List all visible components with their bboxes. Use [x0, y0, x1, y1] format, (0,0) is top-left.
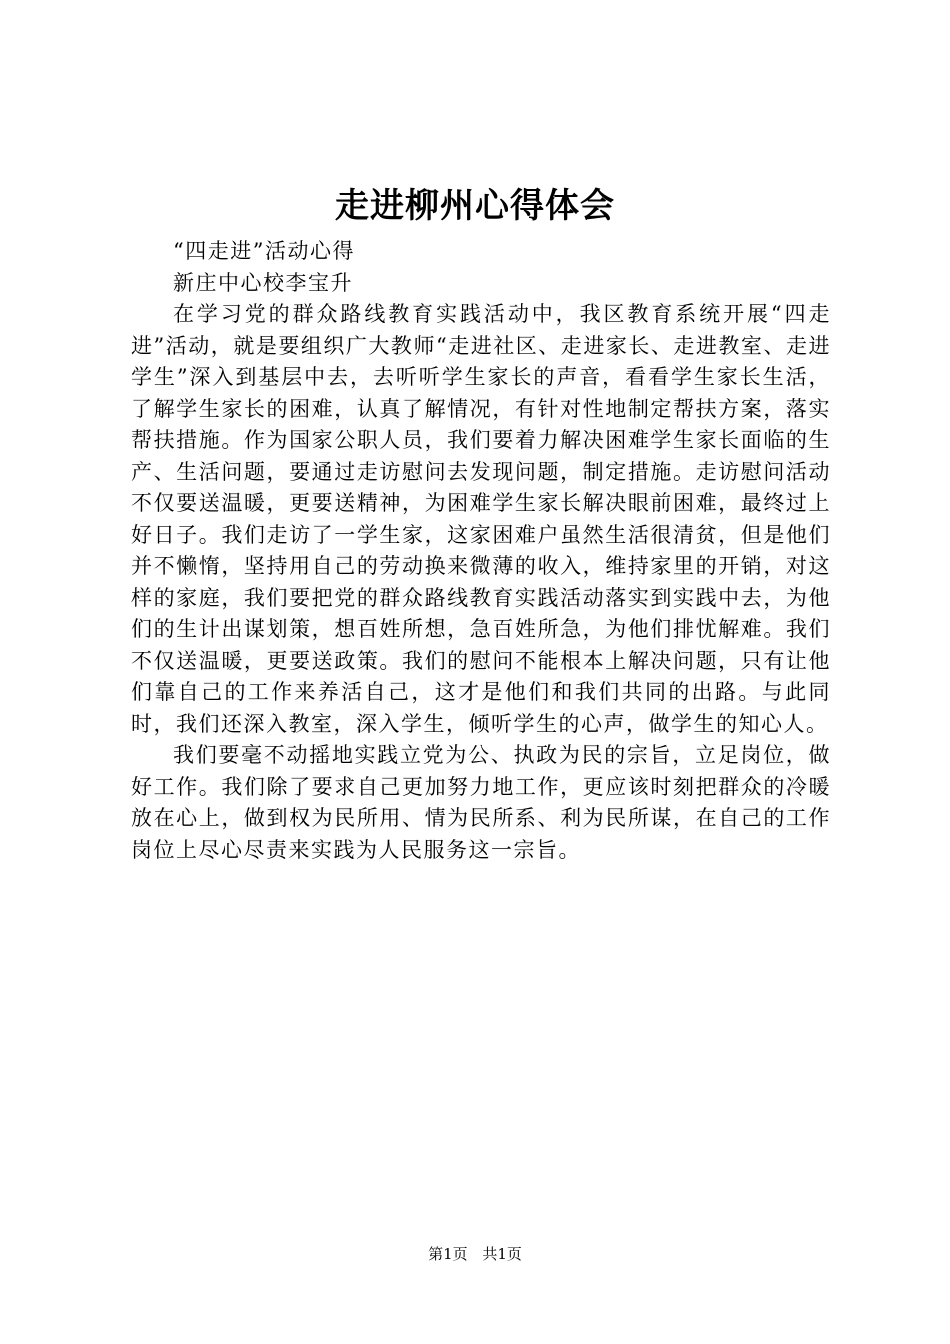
document-author: 新庄中心校李宝升	[173, 270, 353, 295]
page-number: 第1页	[428, 1245, 468, 1263]
page-total: 共1页	[482, 1245, 522, 1263]
document-body	[131, 236, 831, 866]
document-subtitle: “四走进”活动心得	[173, 239, 355, 263]
page-footer	[0, 1244, 950, 1264]
body-paragraph-1: 在学习党的群众路线教育实践活动中，我区教育系统开展“四走进”活动，就是要组织广大教师“走进社区、走进家长、走进教室、走进学生”深入到基层中去，去听听学生家长的声音，看看学生家长生活，了解学生家长的困难，认真了解情况，有针对性地制定帮扶方案，落实帮扶措施。作为国家公职人员，我们要着力解决困难学生家长面临的生产、生活问题，要通过走访慰问去发现问题，制定措施。走访慰问活动不仅要送温暖，更要送精神，为困难学生家长解决眼前困难，最终过上好日子。我们走访了一学生家，这家困难户虽然生活很清贫，但是他们并不懒惰，坚持用自己的劳动换来微薄的收入，维持家里的开销，对这样的家庭，我们要把党的群众路线教育实践活动落实到实践中去，为他们的生计出谋划策，想百姓所想，急百姓所急，为他们排忧解难。我们不仅送温暖，更要送政策。我们的慰问不能根本上解决问题，只有让他们靠自己的工作来养活自己，这才是他们和我们共同的出路。与此同时，我们还深入教室，深入学生，倾听学生的心声，做学生的知心人。	[131, 302, 831, 736]
body-paragraph-2: 我们要毫不动摇地实践立党为公、执政为民的宗旨，立足岗位，做好工作。我们除了要求自己更加努力地工作，更应该时刻把群众的冷暖放在心上，做到权为民所用、情为民所系、利为民所谋，在自己的工作岗位上尽心尽责来实践为人民服务这一宗旨。	[131, 743, 831, 862]
document-title: 走进柳州心得体会	[335, 186, 615, 226]
